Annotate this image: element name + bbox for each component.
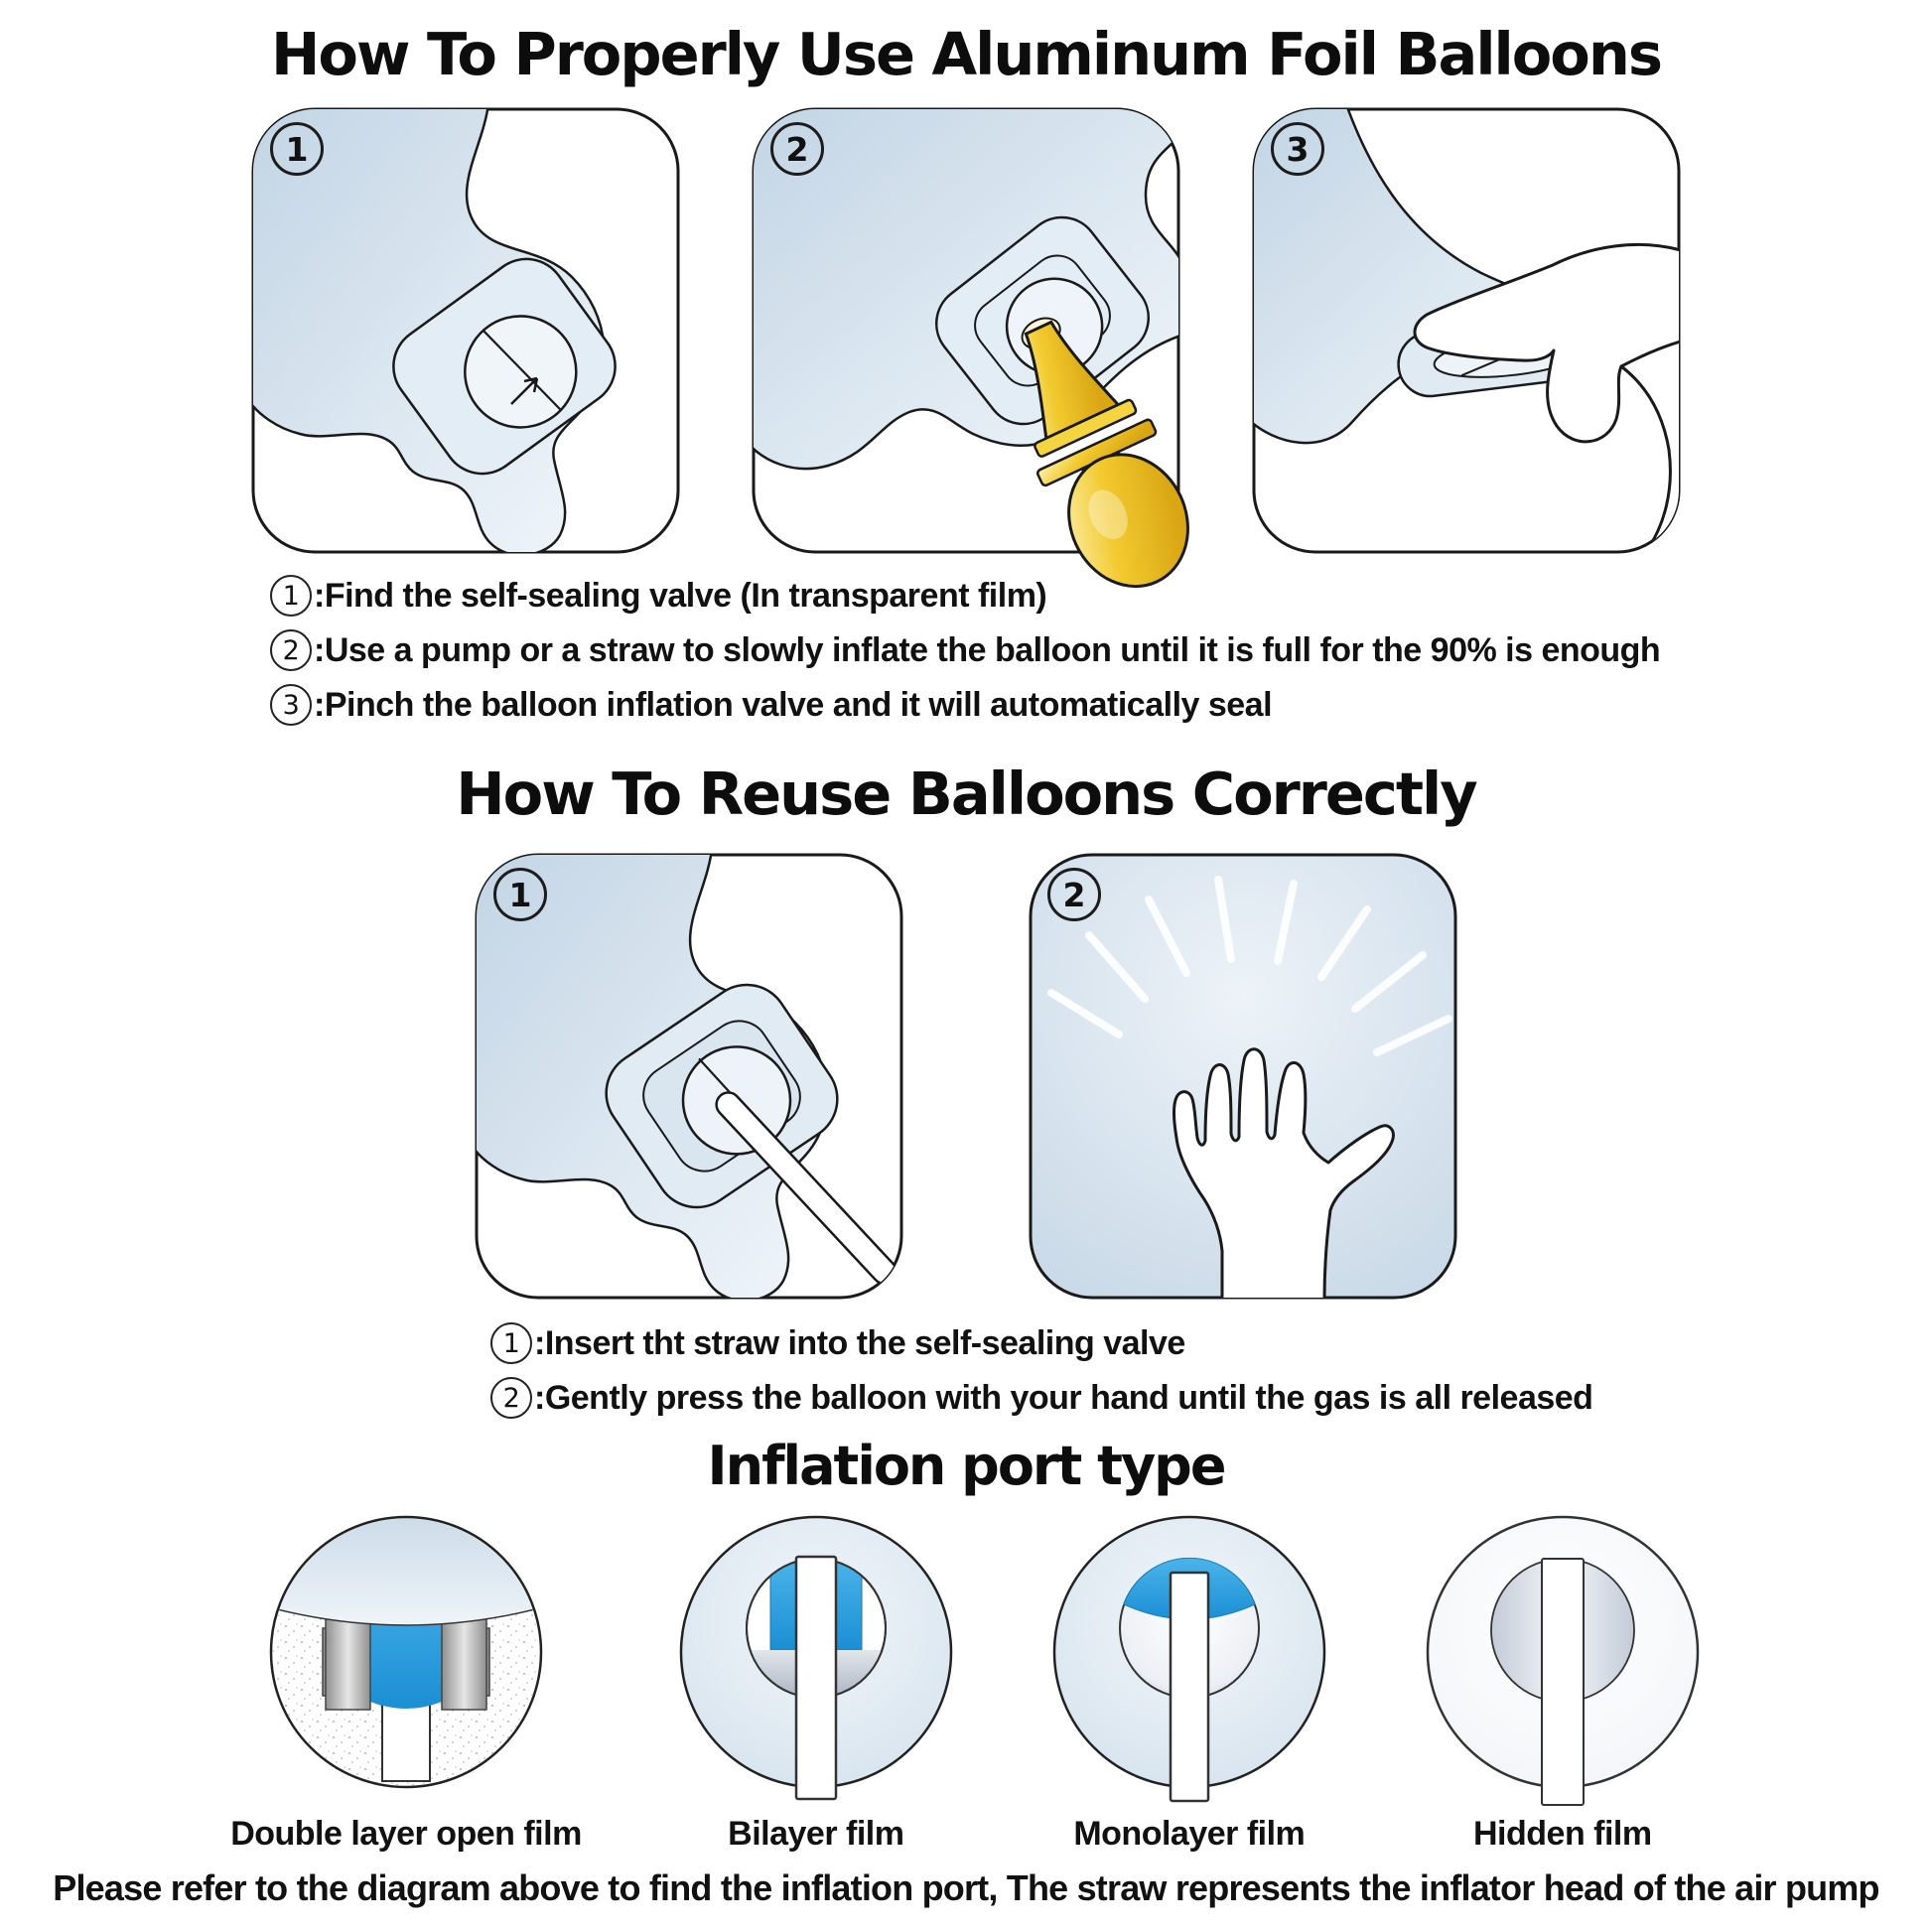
hand-press-icon: [1028, 852, 1458, 1301]
balloon-valve-icon: [250, 106, 681, 555]
use-panels: [0, 106, 1932, 555]
panel-number-badge: 2: [1047, 868, 1101, 921]
port-hidden-film: [1424, 1511, 1702, 1854]
reuse-step-1: [490, 1322, 1932, 1364]
reuse-panels: [0, 852, 1932, 1301]
page-title: How To Properly Use Aluminum Foil Balloons: [271, 20, 1661, 88]
pinch-valve-icon: [1251, 106, 1682, 555]
step-text: :Pinch the balloon inflation valve and it will automatically seal: [314, 685, 1273, 724]
reuse-steps: [490, 1322, 1932, 1419]
use-step-3: [270, 684, 1932, 726]
ports-title: Inflation port type: [707, 1435, 1225, 1497]
panel-find-valve: [250, 106, 681, 555]
reuse-step-2: [490, 1377, 1932, 1419]
step-number-badge: 1: [490, 1322, 532, 1364]
step-number-badge: 1: [270, 575, 312, 617]
port-label: Hidden film: [1473, 1815, 1652, 1853]
use-step-2: [270, 629, 1932, 671]
monolayer-film-icon: [1050, 1511, 1328, 1815]
panel-press-balloon: [1028, 852, 1458, 1301]
panel-insert-straw: [474, 852, 904, 1301]
double-layer-open-film-icon: [267, 1511, 545, 1815]
bilayer-film-icon: [677, 1511, 955, 1815]
port-label: Double layer open film: [230, 1815, 582, 1853]
panel-number-badge: 1: [270, 122, 324, 176]
step-text: :Gently press the balloon with your hand until the gas is all released: [534, 1378, 1593, 1417]
port-double-layer-open-film: [230, 1511, 582, 1854]
panel-number-badge: 3: [1271, 122, 1324, 176]
use-step-1: [270, 575, 1932, 617]
step-text: :Find the self-sealing valve (In transparent film): [314, 576, 1047, 615]
panel-number-badge: 2: [770, 122, 824, 176]
step-number-badge: 2: [490, 1377, 532, 1419]
reuse-title: How To Reuse Balloons Correctly: [456, 759, 1476, 828]
panel-number-badge: 1: [493, 868, 547, 921]
port-bilayer-film: [677, 1511, 955, 1854]
port-monolayer-film: [1050, 1511, 1328, 1854]
footer-note: Please refer to the diagram above to find the inflation port, The straw represents the inflator head of the air pump: [53, 1867, 1879, 1908]
step-text: :Insert tht straw into the self-sealing valve: [534, 1323, 1185, 1362]
use-steps: [270, 575, 1932, 726]
inflation-port-types: [0, 1511, 1932, 1854]
port-label: Monolayer film: [1073, 1815, 1306, 1853]
step-number-badge: 3: [270, 684, 312, 726]
port-label: Bilayer film: [728, 1815, 904, 1853]
step-text: :Use a pump or a straw to slowly inflate the balloon until it is full for the 90% is enough: [314, 630, 1661, 669]
step-number-badge: 2: [270, 629, 312, 671]
pump-inflate-icon: [751, 106, 1181, 555]
panel-pinch-valve: [1251, 106, 1682, 555]
hidden-film-icon: [1424, 1511, 1702, 1815]
straw-insert-icon: [474, 852, 904, 1301]
panel-pump-inflate: [751, 106, 1181, 555]
